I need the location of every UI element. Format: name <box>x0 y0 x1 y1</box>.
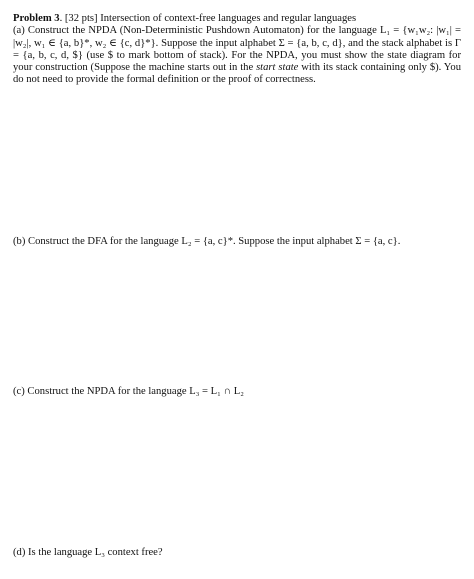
problem-title: Intersection of context-free languages and regular languages <box>100 13 357 24</box>
part-c-question: (c) Construct the NPDA for the language L₃ = L₁ ∩ L₂ <box>13 386 244 397</box>
part-a-text-main: (a) Construct the NPDA (Non-Deterministic Pushdown Automaton) for the language L₁ = {w₁w₂: |w₁| = |w₂|, w₁ ∈ {a, b}*, w₂ ∈ {c, d}*}. Suppose the input alphabet Σ = {a, b, c, d}, and the stack alphabet is Γ = {a, b, c, d, $} (use $ to mark bottom of stack). For the NPDA, you must show the state diagram for your construction (Suppose the machine starts out in the <box>13 25 461 74</box>
part-a-start-state-emphasis: start state <box>256 62 299 74</box>
problem-3-statement <box>13 13 461 87</box>
part-d-question: (d) Is the language L₃ context free? <box>13 547 163 558</box>
problem-heading <box>13 13 461 25</box>
part-a-text-end: with its stack containing only $). You do not need to provide the formal definition or the proof of correctness. <box>13 62 461 86</box>
problem-number: Problem 3 <box>13 13 60 24</box>
problem-points: . [32 pts] <box>59 13 101 24</box>
part-a-text <box>13 25 461 85</box>
part-b-question: (b) Construct the DFA for the language L₂ = {a, c}*. Suppose the input alphabet Σ = {a, c}. <box>13 236 401 247</box>
